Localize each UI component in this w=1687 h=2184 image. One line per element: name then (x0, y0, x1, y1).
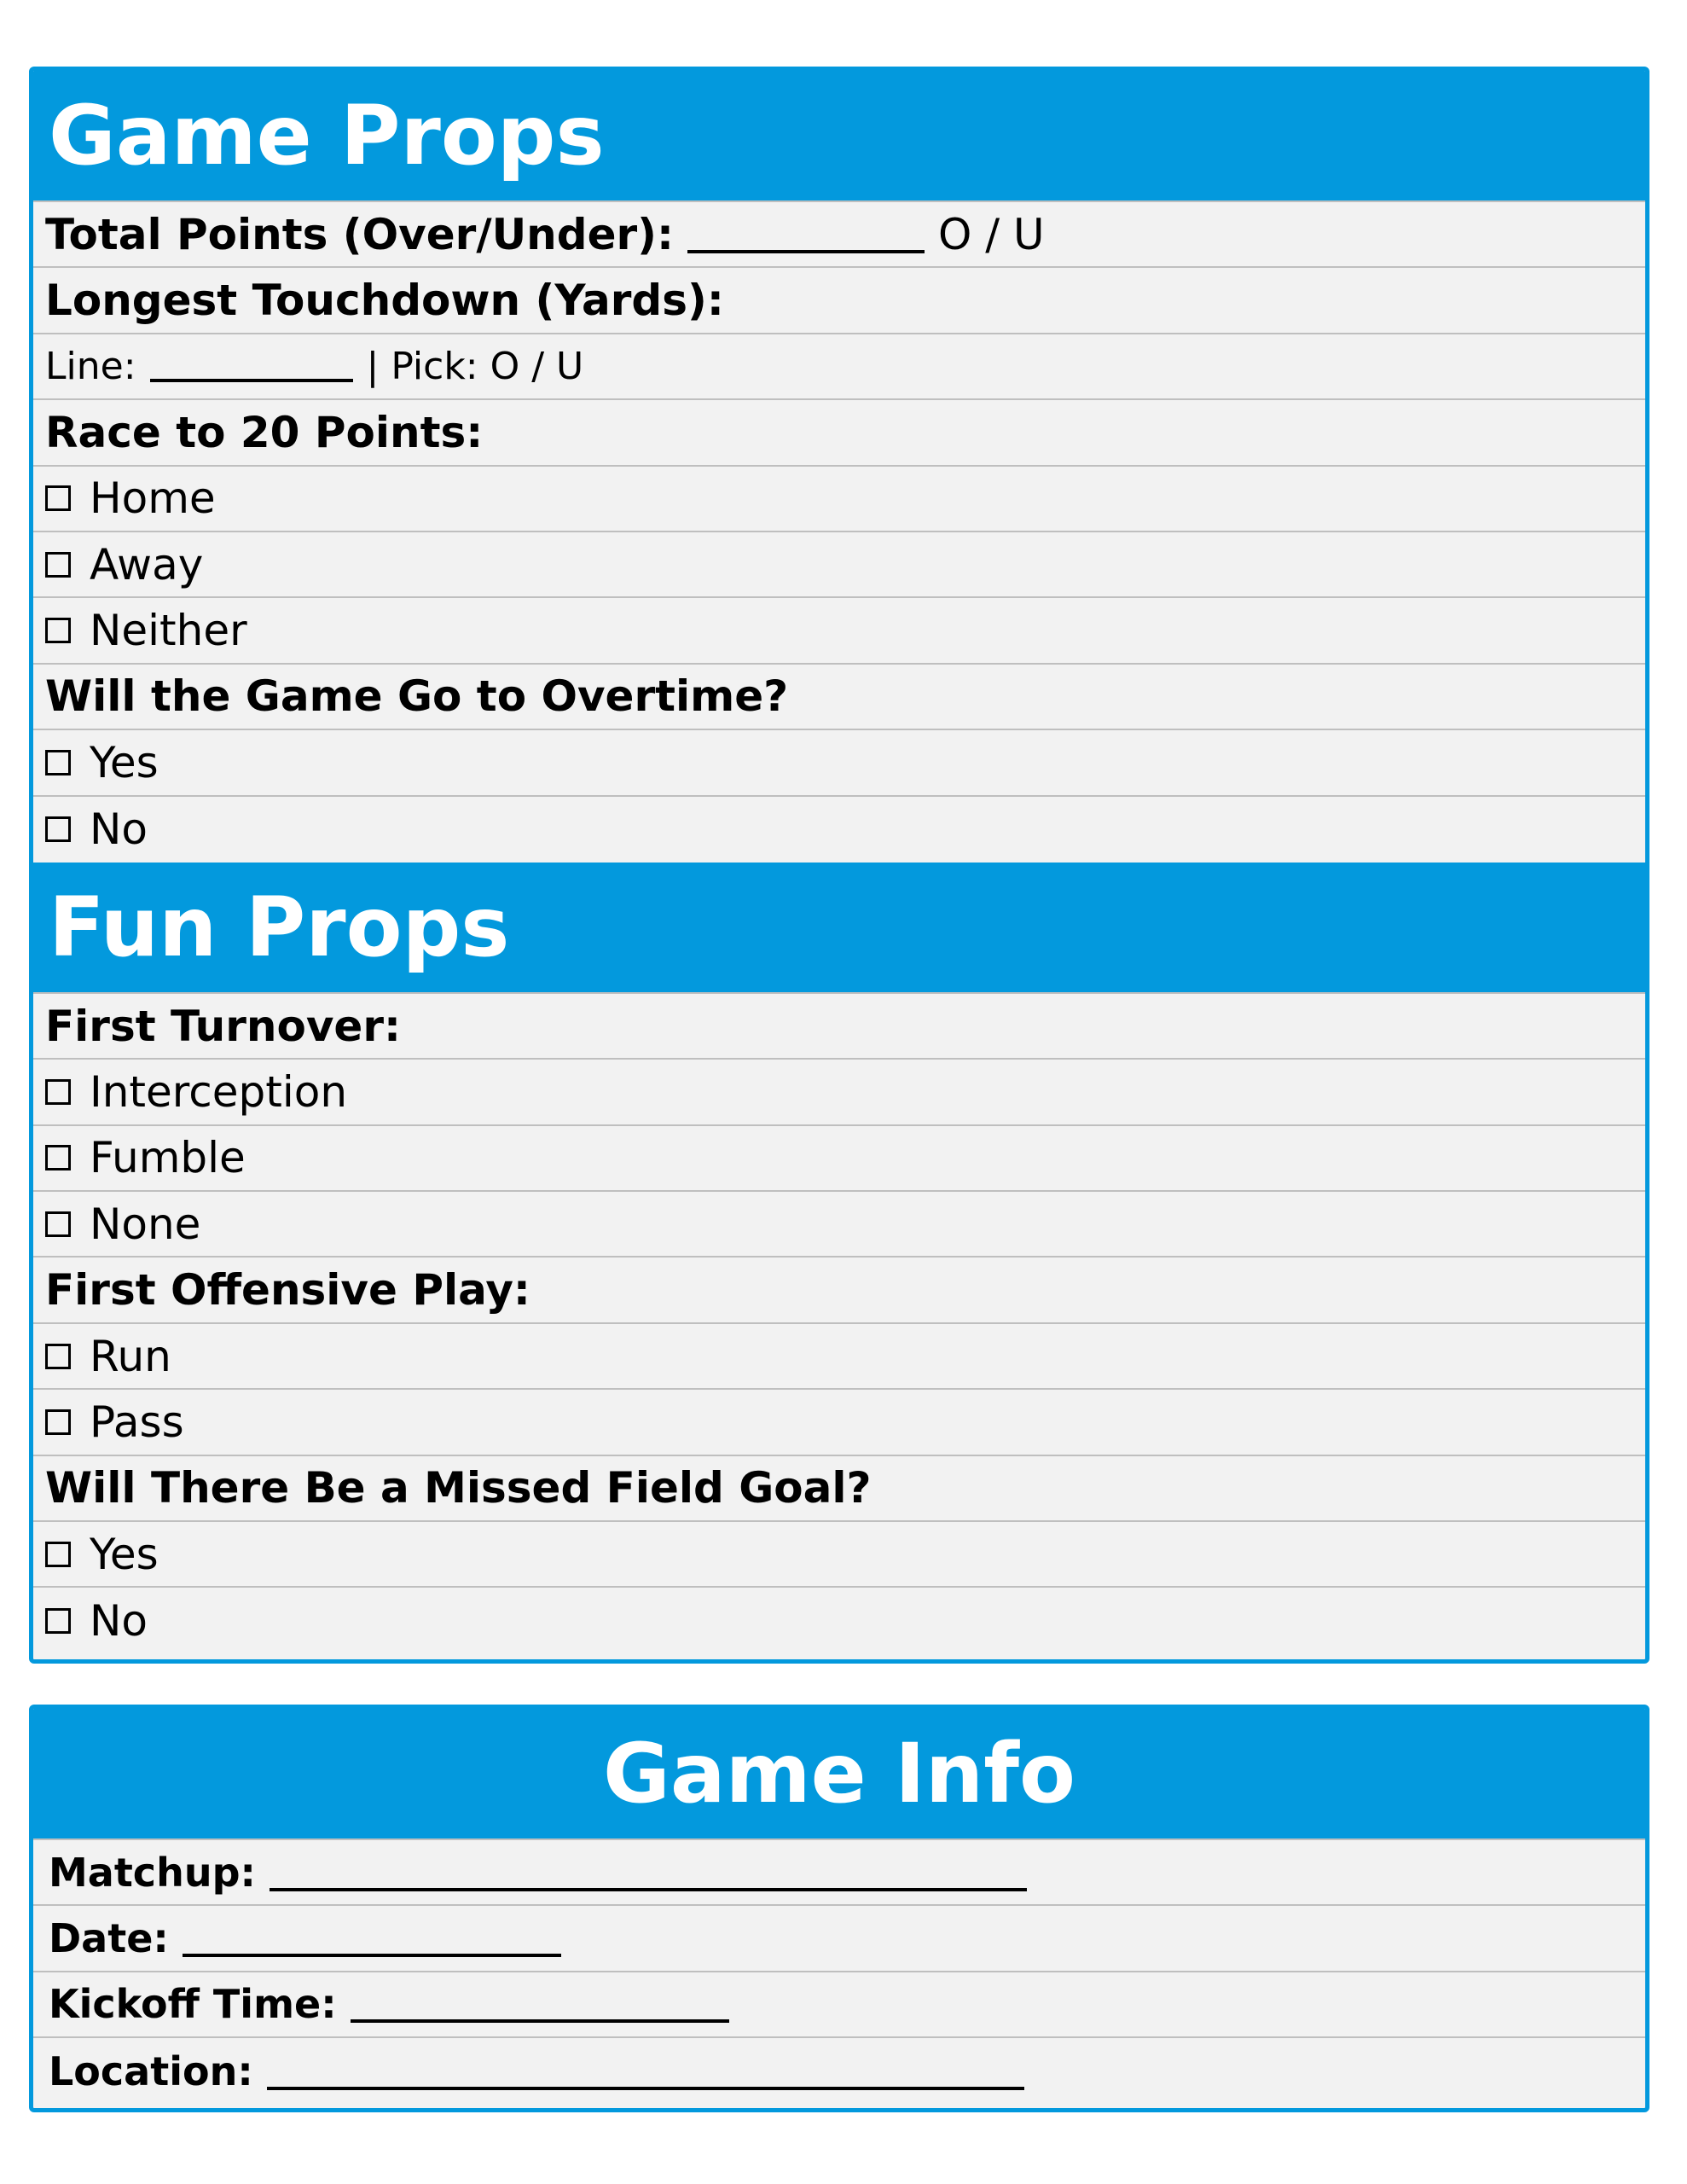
matchup-label: Matchup: (49, 1849, 256, 1896)
option-row-race-away[interactable] (33, 532, 1645, 598)
first-offensive-play-label: First Offensive Play: (45, 1265, 530, 1316)
option-row-turnover-fumble[interactable] (33, 1126, 1645, 1192)
total-points-row (33, 202, 1645, 268)
missed-fg-row (33, 1456, 1645, 1522)
option-row-fg-yes[interactable] (33, 1522, 1645, 1588)
kickoff-time-label: Kickoff Time: (49, 1981, 337, 2028)
checkbox[interactable] (45, 618, 71, 643)
game-props-header: Game Props (33, 71, 1645, 202)
checkbox[interactable] (45, 1409, 71, 1435)
first-turnover-row (33, 994, 1645, 1060)
missed-fg-label: Will There Be a Missed Field Goal? (45, 1463, 872, 1513)
location-label: Location: (49, 2048, 253, 2094)
longest-td-label: Longest Touchdown (Yards): (45, 276, 724, 326)
kickoff-time-blank[interactable] (351, 1985, 729, 2023)
option-label: Run (90, 1331, 171, 1381)
total-points-blank[interactable] (687, 216, 925, 253)
checkbox[interactable] (45, 1542, 71, 1567)
race-to-20-label: Race to 20 Points: (45, 407, 484, 457)
location-blank[interactable] (267, 2053, 1024, 2090)
option-label: Yes (90, 1529, 159, 1579)
option-label: Fumble (90, 1133, 246, 1183)
checkbox[interactable] (45, 485, 71, 511)
kickoff-time-row (33, 1972, 1645, 2038)
option-label: Interception (90, 1066, 348, 1117)
checkbox[interactable] (45, 1079, 71, 1105)
option-row-overtime-yes[interactable] (33, 730, 1645, 796)
longest-td-line-row (33, 334, 1645, 400)
date-blank[interactable] (183, 1920, 561, 1957)
option-label: Neither (90, 606, 247, 656)
option-label: None (90, 1199, 201, 1249)
checkbox[interactable] (45, 1608, 71, 1634)
location-row (33, 2038, 1645, 2104)
fun-props-header: Fun Props (33, 863, 1645, 994)
overtime-row (33, 665, 1645, 730)
game-info-card (29, 1705, 1649, 2112)
checkbox[interactable] (45, 1344, 71, 1369)
props-card (29, 67, 1649, 1664)
game-info-header: Game Info (33, 1709, 1645, 1840)
option-label: No (90, 1596, 148, 1647)
option-row-overtime-no[interactable] (33, 797, 1645, 863)
checkbox[interactable] (45, 1145, 71, 1170)
total-points-label: Total Points (Over/Under): (45, 209, 674, 259)
option-row-race-home[interactable] (33, 467, 1645, 532)
option-label: Pass (90, 1397, 184, 1447)
longest-td-row (33, 268, 1645, 334)
overtime-label: Will the Game Go to Overtime? (45, 671, 789, 722)
first-offensive-play-row (33, 1258, 1645, 1323)
option-label: Home (90, 473, 216, 524)
option-label: Yes (90, 737, 159, 787)
longest-td-line-label: Line: (45, 344, 136, 388)
total-points-suffix[interactable]: O / U (938, 209, 1045, 259)
option-label: No (90, 804, 148, 855)
option-row-turnover-none[interactable] (33, 1192, 1645, 1258)
longest-td-line-blank[interactable] (150, 350, 353, 382)
option-row-turnover-interception[interactable] (33, 1060, 1645, 1125)
race-to-20-row (33, 400, 1645, 466)
first-turnover-label: First Turnover: (45, 1001, 401, 1051)
date-label: Date: (49, 1915, 169, 1962)
checkbox[interactable] (45, 1211, 71, 1237)
option-row-play-pass[interactable] (33, 1390, 1645, 1455)
checkbox[interactable] (45, 816, 71, 842)
option-label: Away (90, 539, 204, 590)
date-row (33, 1906, 1645, 1972)
option-row-play-run[interactable] (33, 1324, 1645, 1390)
option-row-fg-no[interactable] (33, 1588, 1645, 1653)
checkbox[interactable] (45, 552, 71, 578)
checkbox[interactable] (45, 750, 71, 775)
longest-td-pick-label[interactable]: | Pick: O / U (366, 344, 584, 388)
matchup-row (33, 1840, 1645, 1906)
matchup-blank[interactable] (270, 1854, 1027, 1891)
option-row-race-neither[interactable] (33, 598, 1645, 664)
